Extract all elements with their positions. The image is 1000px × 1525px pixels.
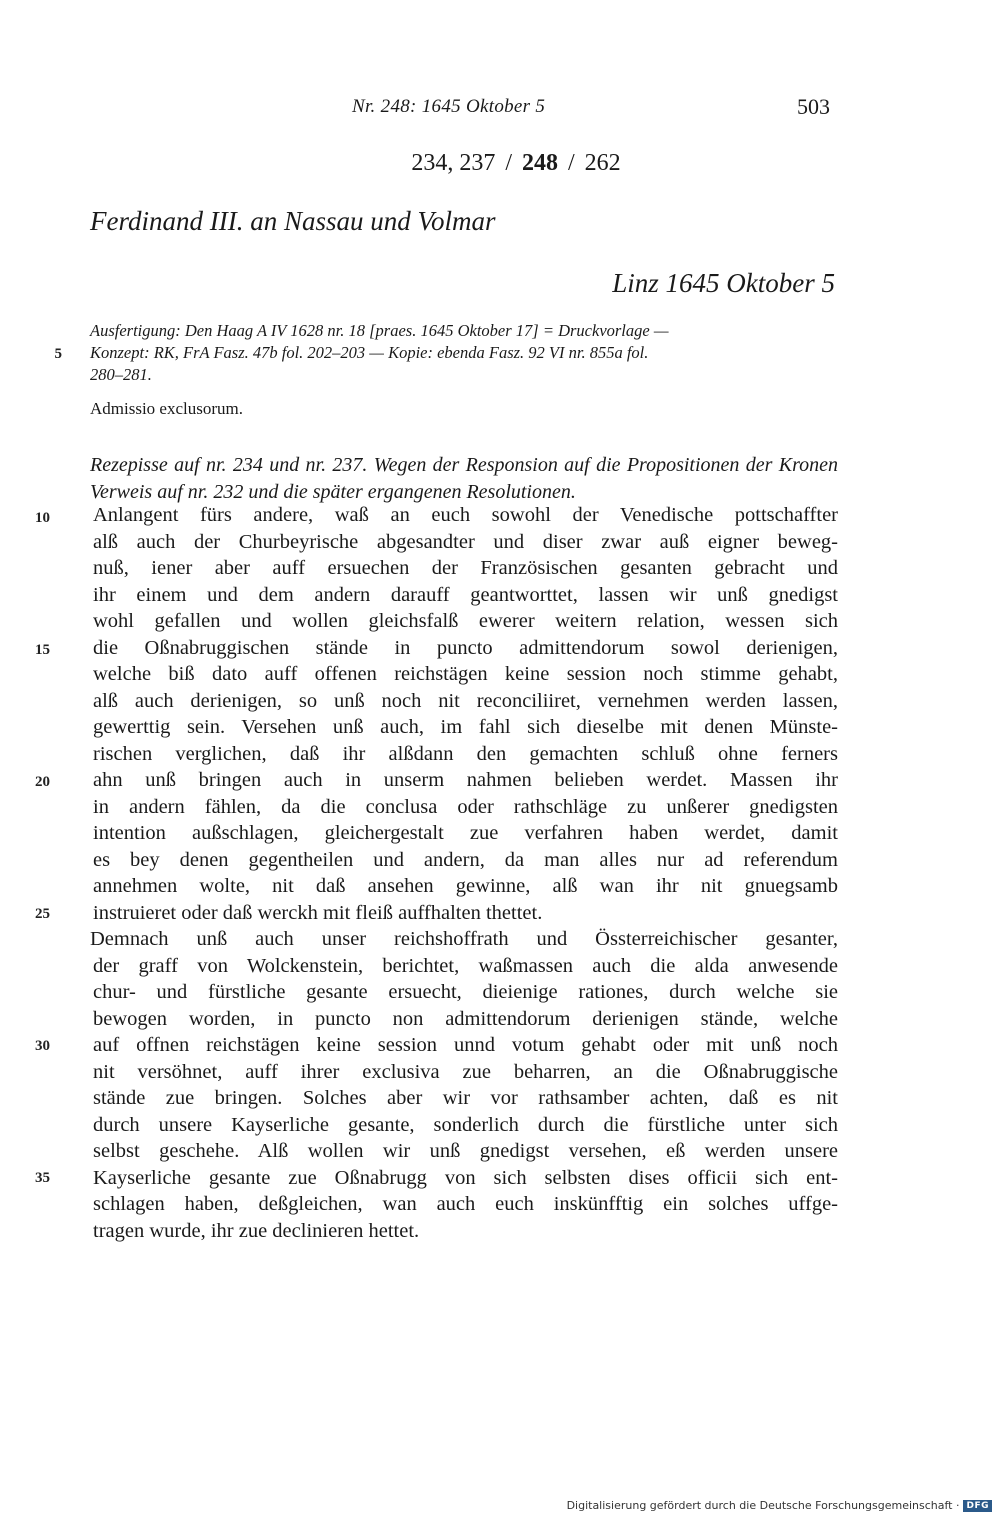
place-date: Linz 1645 Oktober 5: [612, 268, 835, 298]
running-head: [0, 96, 1000, 122]
text-line: schlagen haben, deßgleichen, wan auch euch inskünfftig ein solches uffge-: [93, 1193, 838, 1215]
running-title: Nr. 248: 1645 Oktober 5: [352, 96, 546, 117]
footer-text: Digitalisierung gefördert durch die Deutsche Forschungsgemeinschaft ·: [566, 1499, 960, 1512]
text-line: nuß, iener aber auff ersuechen der Französischen gesanten gebracht und: [93, 557, 838, 579]
text-line: auf offnen reichstägen keine session unnd votum gehabt oder mit unß noch: [93, 1034, 838, 1056]
text-line: rischen verglichen, daß ihr alßdann den gemachten schluß ohne ferners: [93, 742, 838, 765]
body-text: [90, 502, 838, 1244]
text-line: welche biß dato auff offenen reichstägen keine session noch stimme gehabt,: [93, 663, 838, 685]
text-line: instruieret oder daß werckh mit fleiß auffhalten thettet.: [93, 901, 543, 924]
line-number: 10: [35, 510, 50, 526]
text-line: der graff von Wolckenstein, berichtet, waßmassen auch die alda anwesende: [93, 954, 838, 977]
crossref-current: 248: [522, 150, 558, 176]
summary: Rezepisse auf nr. 234 und nr. 237. Wegen der Responsion auf die Propositionen der Kronen Verweis auf nr. 232 und die später ergangenen Resolutionen.: [90, 454, 838, 503]
text-line: alß auch derienigen, so unß noch nit reconciliiret, vernehmen werden lassen,: [93, 689, 838, 712]
text-line: alß auch der Churbeyrische abgesandter und diser zwar auß eigner beweg-: [93, 530, 838, 553]
cross-references: [0, 150, 1000, 177]
source-line: Ausfertigung: Den Haag A IV 1628 nr. 18 [praes. 1645 Oktober 17] = Druckvorlage —: [90, 321, 669, 340]
text-line: chur- und fürstliche gesante ersuecht, dieienige rationes, durch welche sie: [93, 981, 838, 1003]
crossref-separator: /: [505, 150, 512, 176]
line-number: 5: [54, 346, 62, 362]
subject-note: Admissio exclusorum.: [90, 399, 243, 418]
text-line: ahn unß bringen auch in unserm nahmen belieben werdet. Massen ihr: [93, 769, 838, 791]
document-title: Ferdinand III. an Nassau und Volmar: [90, 206, 496, 236]
page-number: 503: [797, 94, 830, 119]
text-line: Kayserliche gesante zue Oßnabrugg von sich selbsten dises officii sich ent-: [93, 1166, 838, 1189]
text-line: durch unsere Kayserliche gesante, sonderlich durch die fürstliche unter sich: [93, 1113, 838, 1136]
line-number: 15: [35, 642, 50, 658]
crossref-previous: 234, 237: [411, 150, 496, 176]
text-line: es bey denen gegentheilen und andern, da man alles nur ad referendum: [93, 848, 838, 871]
text-line: nit versöhnet, auff ihrer exclusiva zue beharren, an die Oßnabruggische: [93, 1060, 838, 1083]
text-line: Anlangent fürs andere, waß an euch sowohl der Venedische pottschaffter: [93, 504, 838, 526]
text-line: wohl gefallen und wollen gleichsfalß ewerer weitern relation, wessen sich: [93, 610, 838, 632]
text-line: Demnach unß auch unser reichshoffrath und Össterreichischer gesanter,: [90, 928, 838, 950]
line-number: 30: [35, 1038, 50, 1054]
text-line: tragen wurde, ihr zue declinieren hettet.: [93, 1219, 420, 1242]
text-line: intention außschlagen, gleichergestalt zue verfahren haben werdet, damit: [93, 822, 838, 844]
source-note: [90, 320, 838, 386]
text-line: in andern fählen, da die conclusa oder rathschläge zu unßerer gnedigsten: [93, 795, 838, 818]
text-line: gewerttig sein. Versehen unß auch, im fahl sich dieselbe mit denen Münste-: [93, 716, 838, 738]
source-line: 280–281.: [90, 365, 152, 384]
crossref-separator: /: [568, 150, 575, 176]
footer-credit: [567, 1499, 992, 1512]
line-number: 25: [35, 906, 50, 922]
text-line: bewogen worden, in puncto non admittendorum derienigen stände, welche: [93, 1007, 838, 1030]
crossref-next: 262: [584, 150, 621, 176]
line-number: 20: [35, 774, 50, 790]
text-line: ihr einem und dem andern darauff geantworttet, lassen wir unß gnedigst: [93, 583, 838, 606]
source-line: Konzept: RK, FrA Fasz. 47b fol. 202–203 — Kopie: ebenda Fasz. 92 VI nr. 855a fol.: [90, 343, 649, 362]
text-line: stände zue bringen. Solches aber wir vor rathsamber achten, daß es nit: [93, 1087, 838, 1109]
text-line: selbst geschehe. Alß wollen wir unß gnedigst versehen, eß werden unsere: [93, 1140, 838, 1162]
line-number: 35: [35, 1170, 50, 1186]
dfg-logo: DFG: [963, 1500, 992, 1512]
text-line: annehmen wolte, nit daß ansehen gewinne, alß wan ihr nit gnuegsamb: [93, 875, 838, 897]
text-line: die Oßnabruggischen stände in puncto admittendorum sowol derienigen,: [93, 636, 838, 659]
